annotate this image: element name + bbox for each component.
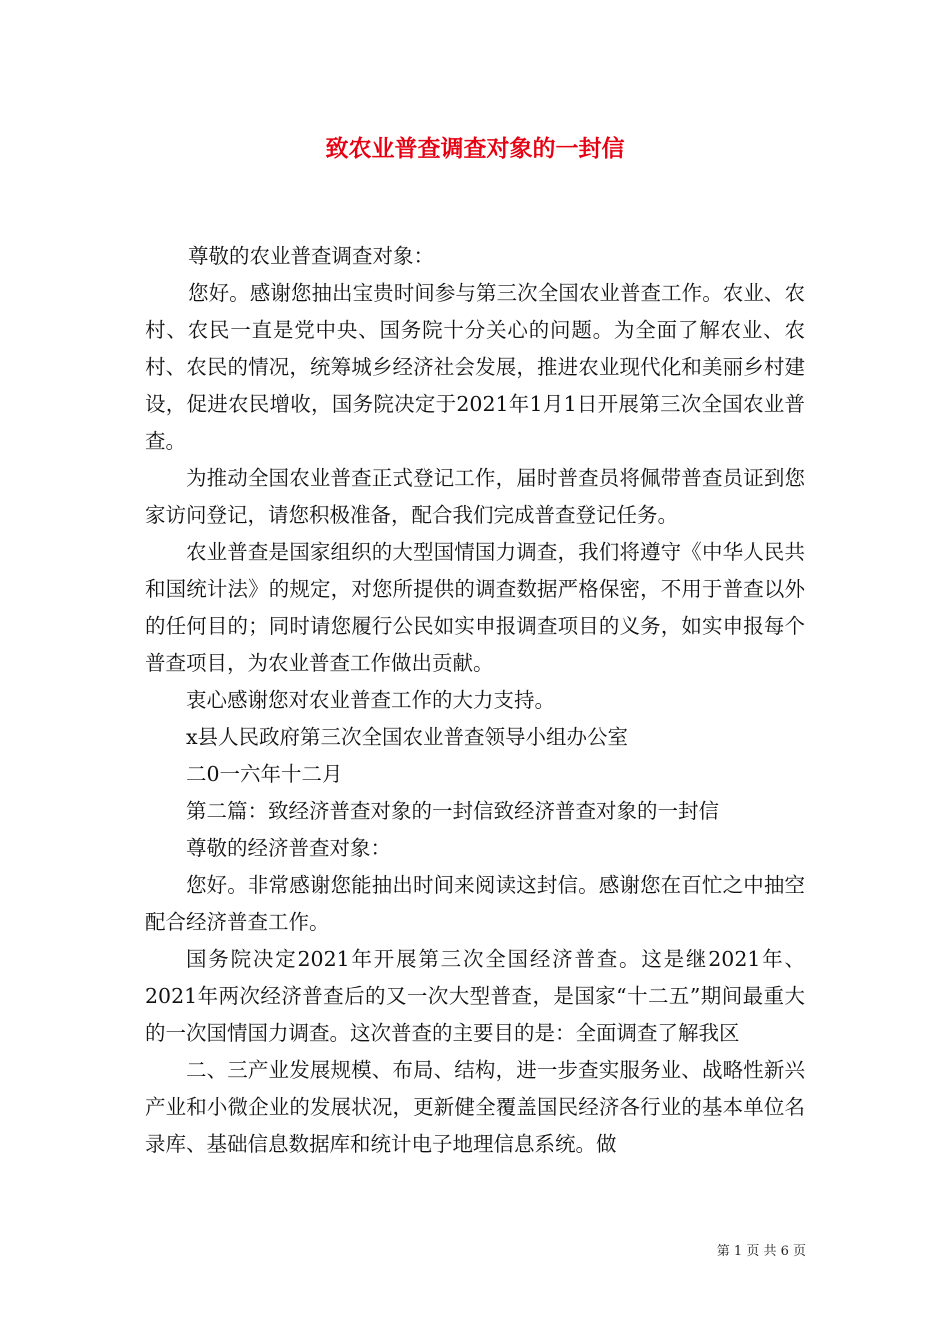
signature-date: 二0一六年十二月 <box>186 762 343 786</box>
signature-office: x县人民政府第三次全国农业普查领导小组办公室 <box>186 725 629 749</box>
salutation-second: 尊敬的经济普查对象： <box>186 836 391 860</box>
paragraph-greeting-second: 您好。非常感谢您能抽出时间来阅读这封信。感谢您在百忙之中抽空配合经济普查工作。 <box>145 873 805 934</box>
page-number: 第 1 页 共 6 页 <box>716 1244 806 1259</box>
section-heading-second: 第二篇：致经济普查对象的一封信致经济普查对象的一封信 <box>186 799 719 823</box>
paragraph-greeting: 您好。感谢您抽出宝贵时间参与第三次全国农业普查工作。农业、农村、农民一直是党中央、国务院十分关心的问题。为全面了解农业、农村、农民的情况，统筹城乡经济社会发展，推进农业现代化和美丽乡村建设，促进农民增收，国务院决定于2021年1月1日开展第三次全国农业普查。 <box>145 281 805 453</box>
paragraph-thanks: 衷心感谢您对农业普查工作的大力支持。 <box>186 688 555 712</box>
paragraph-census-scope: 二、三产业发展规模、布局、结构，进一步查实服务业、战略性新兴产业和小微企业的发展状况，更新健全覆盖国民经济各行业的基本单位名录库、基础信息数据库和统计电子地理信息系统。做 <box>145 1058 805 1156</box>
paragraph-registration: 为推动全国农业普查正式登记工作，届时普查员将佩带普查员证到您家访问登记，请您积极准备，配合我们完成普查登记任务。 <box>145 466 805 527</box>
paragraph-census-decision: 国务院决定2021年开展第三次全国经济普查。这是继2021年、2021年两次经济普查后的又一次大型普查，是国家“十二五”期间最重大的一次国情国力调查。这次普查的主要目的是：全面调查了解我区 <box>145 947 805 1045</box>
document-body <box>145 238 805 1163</box>
document-title: 致农业普查调查对象的一封信 <box>325 135 625 162</box>
salutation: 尊敬的农业普查调查对象： <box>188 244 435 268</box>
paragraph-confidentiality: 农业普查是国家组织的大型国情国力调查，我们将遵守《中华人民共和国统计法》的规定，对您所提供的调查数据严格保密，不用于普查以外的任何目的；同时请您履行公民如实申报调查项目的义务，如实申报每个普查项目，为农业普查工作做出贡献。 <box>145 540 805 675</box>
